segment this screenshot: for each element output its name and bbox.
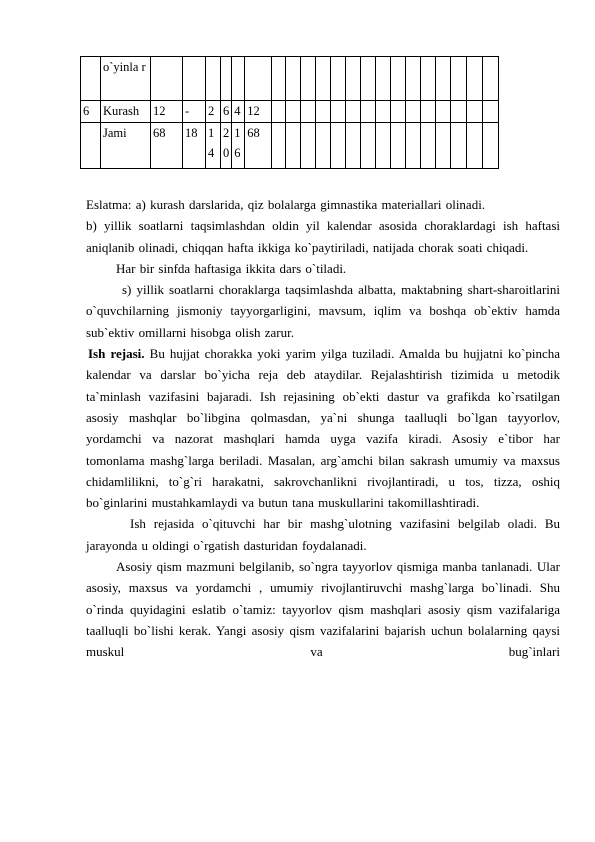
table-cell	[301, 123, 316, 169]
table-cell	[331, 123, 346, 169]
table-cell: 18	[183, 123, 206, 169]
table-cell	[286, 57, 301, 101]
table-cell: 12	[151, 101, 183, 123]
table-cell	[316, 123, 331, 169]
table-cell	[272, 101, 286, 123]
note-paragraph: Eslatma: a) kurash darslarida, qiz bolalarga gimnastika materiallari olinadi.	[86, 197, 486, 212]
main-part-paragraph: Asosiy qism mazmuni belgilanib, so`ngra tayyorlov qismiga manba tanlanadi. Ular asosiy, maxsus va yordamchi , umumiy rivojlantiruvchi mashg`larga bo`linadi. Shu o`rinda quyidagini eslatib o`tamiz: tayyorlov qism mashqlari asosiy qism vazifalariga taalluqli bo`lishi kerak. Yangi asosiy qism vazifalarini bajarish uchun bolalarning qaysi muskul va bug`inlari	[86, 559, 560, 660]
table-cell	[232, 57, 245, 101]
table-cell	[81, 57, 101, 101]
table-cell	[391, 123, 406, 169]
table-cell: 2	[206, 101, 221, 123]
table-cell	[467, 57, 483, 101]
table-cell: 1 6	[232, 123, 245, 169]
hours-distribution-paragraph: b) yillik soatlarni taqsimlashdan oldin yil kalendar asosida choraklardagi ish haftasi aniqlanib olinadi, chiqqan hafta ikkiga ko`paytiriladi, natijada chorak soati chiqadi.	[86, 218, 560, 255]
table-cell	[316, 101, 331, 123]
table-cell	[81, 123, 101, 169]
table-cell	[421, 101, 436, 123]
table-cell	[272, 123, 286, 169]
table-cell: 4	[232, 101, 245, 123]
table-row	[81, 57, 499, 101]
table-cell	[272, 57, 286, 101]
schedule-table	[80, 56, 499, 169]
table-cell	[245, 57, 272, 101]
table-cell: 2 0	[221, 123, 232, 169]
table-cell	[376, 101, 391, 123]
table-cell	[436, 57, 451, 101]
table-cell	[451, 101, 467, 123]
teacher-tasks-paragraph: Ish rejasida o`qituvchi har bir mashg`ulotning vazifasini belgilab oladi. Bu jarayonda u oldingi o`rgatish dasturidan foydalanadi.	[86, 516, 560, 553]
table-cell	[376, 123, 391, 169]
table-cell	[483, 123, 499, 169]
table-cell	[436, 101, 451, 123]
table-cell	[346, 123, 361, 169]
table-cell	[406, 123, 421, 169]
table-cell	[361, 57, 376, 101]
table-cell	[206, 57, 221, 101]
table-cell	[376, 57, 391, 101]
table-cell	[451, 123, 467, 169]
table-cell	[361, 101, 376, 123]
work-plan-paragraph	[86, 343, 560, 513]
table-cell	[331, 57, 346, 101]
table-cell	[316, 57, 331, 101]
table-cell	[346, 101, 361, 123]
table-cell: 68	[151, 123, 183, 169]
table-cell	[183, 57, 206, 101]
table-cell	[483, 101, 499, 123]
table-cell: o`yinla r	[101, 57, 151, 101]
table-cell	[286, 101, 301, 123]
table-cell	[406, 57, 421, 101]
table-cell	[391, 101, 406, 123]
table-cell	[483, 57, 499, 101]
table-cell	[301, 57, 316, 101]
quarter-distribution-paragraph: s) yillik soatlarni choraklarga taqsimlashda albatta, maktabning shart-sharoitlarini o`quvchilarning jismoniy tayyorgarligini, mavsum, iqlim va boshqa ob`ektiv hamda sub`ektiv omillarni hisobga olish zarur.	[86, 282, 560, 340]
table-cell	[301, 101, 316, 123]
table-row	[81, 101, 499, 123]
table-cell: 12	[245, 101, 272, 123]
table-cell	[406, 101, 421, 123]
table-cell	[391, 57, 406, 101]
table-cell	[451, 57, 467, 101]
table-cell: 6	[81, 101, 101, 123]
table-cell	[346, 57, 361, 101]
table-cell	[467, 123, 483, 169]
table-cell: Jami	[101, 123, 151, 169]
work-plan-heading: Ish rejasi.	[88, 346, 145, 362]
document-body	[86, 194, 560, 663]
table-cell: -	[183, 101, 206, 123]
table-cell	[331, 101, 346, 123]
work-plan-text: Bu hujjat chorakka yoki yarim yilga tuziladi. Amalda bu hujjatni ko`pincha kalendar va darslar bo`yicha reja deb ataydilar. Rejalashtirish tizimida u metodik ta`minlash vazifasini bajaradi. Ish rejasining ob`ekti dastur va grafikda ko`rsatilgan asosiy mashqlar bo`libgina qolmasdan, ya`ni shunga taalluqli bo`lgan tayyorlov, yordamchi va nazorat mashqlari hamda uyga vazifa kiradi. Asosiy e`tibor har tomonlama mashg`larga beriladi. Masalan, arg`amchi bilan sakrash umumiy va maxsus chidamlilikni, to`g`ri harakatni, sakrovchanlikni rivojlantiradi, u tos, tizza, oshiq bo`ginlarini mustahkamlaydi va butun tana muskullarini takomillashtiradi.	[86, 346, 561, 511]
table-cell: Kurash	[101, 101, 151, 123]
table-cell	[421, 123, 436, 169]
table-cell	[421, 57, 436, 101]
table-cell	[221, 57, 232, 101]
table-cell: 68	[245, 123, 272, 169]
table-cell: 6	[221, 101, 232, 123]
table-row	[81, 123, 499, 169]
table-cell	[151, 57, 183, 101]
table-cell	[286, 123, 301, 169]
table-cell	[436, 123, 451, 169]
table-cell	[467, 101, 483, 123]
weekly-lessons-paragraph: Har bir sinfda haftasiga ikkita dars o`tiladi.	[116, 260, 347, 276]
table-cell	[361, 123, 376, 169]
table-cell: 1 4	[206, 123, 221, 169]
